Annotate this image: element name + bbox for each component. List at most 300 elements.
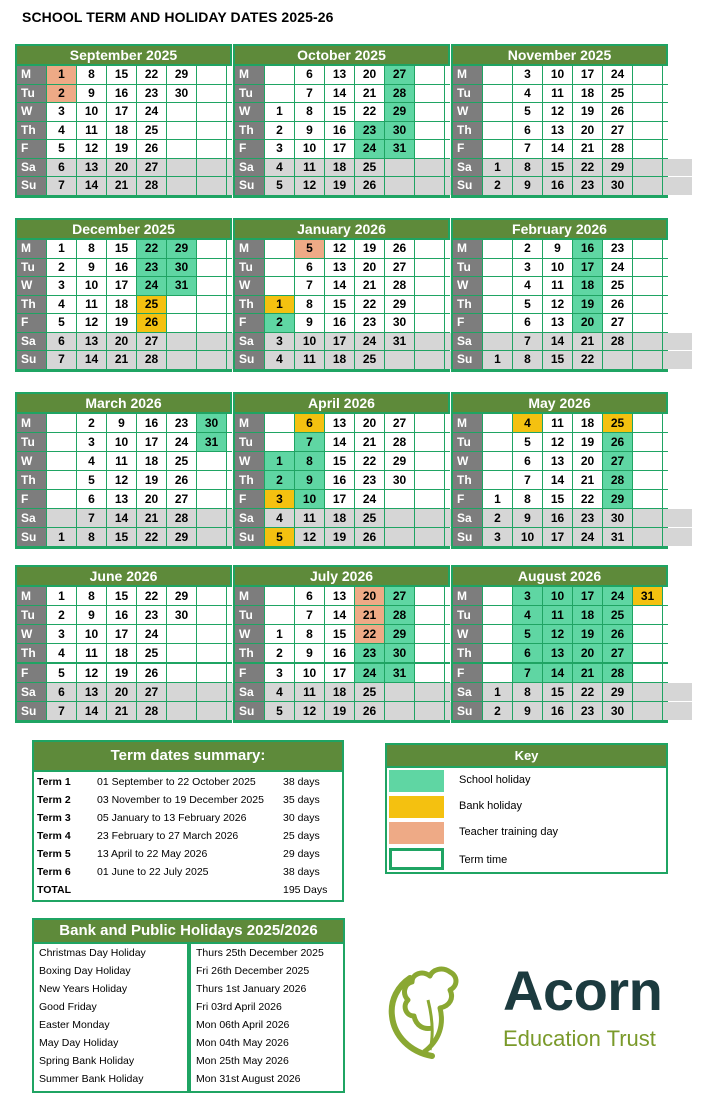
- date-cell: 14: [325, 277, 354, 295]
- month-title: September 2025: [17, 46, 230, 64]
- day-label: W: [235, 625, 264, 643]
- empty-cell: [483, 625, 512, 643]
- empty-cell: [633, 351, 662, 369]
- day-label: M: [453, 66, 482, 84]
- day-label: W: [17, 452, 46, 470]
- empty-cell: [415, 528, 444, 546]
- date-cell: 21: [355, 433, 384, 451]
- holiday-dates-column: [191, 944, 343, 1091]
- term-days: 25 days: [283, 830, 320, 842]
- date-cell: 25: [355, 509, 384, 527]
- date-cell: 16: [325, 644, 354, 662]
- date-cell: 25: [355, 159, 384, 177]
- empty-cell: [167, 333, 196, 351]
- date-cell: 5: [513, 103, 542, 121]
- date-cell: 11: [77, 296, 106, 314]
- date-cell: 1: [265, 625, 294, 643]
- date-cell: 11: [543, 606, 572, 624]
- empty-cell: [663, 122, 692, 140]
- day-label: Tu: [235, 433, 264, 451]
- term-label: Term 6: [37, 866, 71, 878]
- month-title: February 2026: [453, 220, 666, 238]
- date-cell: 30: [603, 509, 632, 527]
- date-cell: 8: [513, 683, 542, 701]
- date-cell: 18: [107, 296, 136, 314]
- empty-cell: [197, 606, 226, 624]
- date-cell: 3: [47, 103, 76, 121]
- empty-cell: [415, 664, 444, 682]
- date-cell: 7: [295, 277, 324, 295]
- day-label: F: [235, 664, 264, 682]
- date-cell: 27: [603, 122, 632, 140]
- date-cell: 18: [325, 509, 354, 527]
- date-cell: 6: [513, 452, 542, 470]
- date-cell: 13: [543, 644, 572, 662]
- date-cell: 25: [167, 452, 196, 470]
- empty-cell: [633, 159, 662, 177]
- empty-cell: [385, 490, 414, 508]
- date-cell: 26: [603, 625, 632, 643]
- date-cell: 22: [137, 587, 166, 605]
- date-cell: 4: [47, 644, 76, 662]
- day-label: Th: [17, 471, 46, 489]
- empty-cell: [167, 140, 196, 158]
- date-cell: 9: [513, 702, 542, 720]
- date-cell: 28: [385, 85, 414, 103]
- date-cell: 29: [167, 66, 196, 84]
- date-cell: 19: [107, 664, 136, 682]
- date-cell: 1: [483, 159, 512, 177]
- date-cell: 10: [77, 625, 106, 643]
- empty-cell: [633, 625, 662, 643]
- day-label: Su: [17, 702, 46, 720]
- date-cell: 22: [573, 490, 602, 508]
- date-cell: 14: [77, 177, 106, 195]
- day-label: Su: [453, 351, 482, 369]
- empty-cell: [663, 471, 692, 489]
- day-label: W: [235, 277, 264, 295]
- day-label: Sa: [17, 333, 46, 351]
- date-cell: 14: [77, 351, 106, 369]
- empty-cell: [385, 509, 414, 527]
- date-cell: 12: [77, 664, 106, 682]
- empty-cell: [663, 103, 692, 121]
- date-cell: 30: [385, 644, 414, 662]
- day-label: M: [17, 240, 46, 258]
- date-cell: 9: [543, 240, 572, 258]
- date-cell: 27: [385, 259, 414, 277]
- key-item: [389, 770, 666, 794]
- date-cell: 25: [137, 644, 166, 662]
- date-cell: 10: [295, 664, 324, 682]
- empty-cell: [415, 433, 444, 451]
- month-title: July 2026: [235, 567, 448, 585]
- date-cell: 15: [543, 683, 572, 701]
- day-label: F: [235, 314, 264, 332]
- date-cell: 23: [355, 314, 384, 332]
- date-cell: 3: [513, 259, 542, 277]
- empty-cell: [633, 240, 662, 258]
- date-cell: 18: [325, 351, 354, 369]
- date-cell: 12: [543, 103, 572, 121]
- day-label: Th: [453, 644, 482, 662]
- date-cell: 7: [47, 177, 76, 195]
- date-cell: 17: [325, 490, 354, 508]
- date-cell: 25: [603, 606, 632, 624]
- date-cell: 5: [295, 240, 324, 258]
- date-cell: 22: [355, 625, 384, 643]
- date-cell: 11: [543, 414, 572, 432]
- date-cell: 31: [633, 587, 662, 605]
- month-november-2025: [451, 44, 668, 198]
- date-cell: 24: [355, 333, 384, 351]
- date-cell: 21: [107, 351, 136, 369]
- date-cell: 7: [295, 606, 324, 624]
- empty-cell: [385, 702, 414, 720]
- empty-cell: [197, 351, 226, 369]
- empty-cell: [167, 103, 196, 121]
- term-summary-body: [34, 772, 342, 900]
- date-cell: 16: [325, 471, 354, 489]
- day-label: Th: [17, 122, 46, 140]
- empty-cell: [415, 66, 444, 84]
- date-cell: 4: [265, 159, 294, 177]
- date-cell: 26: [355, 177, 384, 195]
- date-cell: 25: [137, 122, 166, 140]
- empty-cell: [483, 414, 512, 432]
- empty-cell: [47, 414, 76, 432]
- empty-cell: [483, 140, 512, 158]
- date-cell: 28: [167, 509, 196, 527]
- day-label: Su: [17, 177, 46, 195]
- date-cell: 31: [197, 433, 226, 451]
- month-march-2026: [15, 392, 232, 549]
- date-cell: 10: [77, 103, 106, 121]
- date-cell: 26: [137, 664, 166, 682]
- date-cell: 5: [47, 140, 76, 158]
- empty-cell: [483, 471, 512, 489]
- empty-cell: [633, 509, 662, 527]
- empty-cell: [663, 296, 692, 314]
- key-item: [389, 796, 666, 820]
- empty-cell: [167, 122, 196, 140]
- date-cell: 11: [543, 277, 572, 295]
- empty-cell: [197, 625, 226, 643]
- day-label: Tu: [17, 85, 46, 103]
- day-label: W: [453, 625, 482, 643]
- school-holiday-swatch: [389, 770, 444, 792]
- date-cell: 21: [355, 606, 384, 624]
- empty-cell: [47, 433, 76, 451]
- date-cell: 11: [295, 683, 324, 701]
- empty-cell: [47, 509, 76, 527]
- acorn-logo: [380, 960, 700, 1070]
- date-cell: 16: [325, 314, 354, 332]
- day-label: Tu: [17, 606, 46, 624]
- empty-cell: [663, 433, 692, 451]
- date-cell: 1: [265, 103, 294, 121]
- date-cell: 1: [47, 66, 76, 84]
- date-cell: 23: [603, 240, 632, 258]
- empty-cell: [483, 314, 512, 332]
- term-summary-panel: [32, 740, 344, 902]
- date-cell: 28: [385, 433, 414, 451]
- date-cell: 24: [603, 587, 632, 605]
- date-cell: 24: [603, 259, 632, 277]
- day-label: Tu: [453, 259, 482, 277]
- date-cell: 4: [513, 277, 542, 295]
- empty-cell: [663, 490, 692, 508]
- empty-cell: [265, 240, 294, 258]
- day-label: M: [235, 414, 264, 432]
- date-cell: 10: [295, 140, 324, 158]
- date-cell: 9: [77, 606, 106, 624]
- date-cell: 10: [107, 433, 136, 451]
- date-cell: 15: [107, 587, 136, 605]
- day-label: W: [453, 277, 482, 295]
- date-cell: 18: [325, 159, 354, 177]
- date-cell: 22: [573, 683, 602, 701]
- holiday-names-column: [34, 944, 187, 1091]
- empty-cell: [633, 644, 662, 662]
- date-cell: 2: [265, 471, 294, 489]
- date-cell: 28: [137, 177, 166, 195]
- month-title: April 2026: [235, 394, 448, 412]
- empty-cell: [415, 103, 444, 121]
- date-cell: 28: [137, 702, 166, 720]
- month-title: March 2026: [17, 394, 230, 412]
- month-title: May 2026: [453, 394, 666, 412]
- date-cell: 10: [543, 259, 572, 277]
- date-cell: 8: [77, 528, 106, 546]
- holiday-name: New Years Holiday: [39, 983, 128, 995]
- month-title: October 2025: [235, 46, 448, 64]
- empty-cell: [663, 587, 692, 605]
- date-cell: 10: [513, 528, 542, 546]
- empty-cell: [385, 351, 414, 369]
- date-cell: 30: [385, 122, 414, 140]
- date-cell: 14: [325, 433, 354, 451]
- empty-cell: [633, 528, 662, 546]
- oak-leaf-icon: [380, 960, 492, 1068]
- date-cell: 3: [513, 587, 542, 605]
- date-cell: 14: [543, 140, 572, 158]
- empty-cell: [663, 644, 692, 662]
- term-time-swatch: [389, 848, 444, 870]
- date-cell: 23: [355, 471, 384, 489]
- day-label: F: [453, 490, 482, 508]
- empty-cell: [633, 433, 662, 451]
- empty-cell: [47, 452, 76, 470]
- date-cell: 29: [167, 587, 196, 605]
- date-cell: 2: [265, 314, 294, 332]
- empty-cell: [483, 122, 512, 140]
- date-cell: 12: [107, 471, 136, 489]
- date-cell: 18: [573, 85, 602, 103]
- empty-cell: [167, 683, 196, 701]
- date-cell: 27: [603, 644, 632, 662]
- day-label: F: [453, 314, 482, 332]
- day-label: Sa: [453, 683, 482, 701]
- empty-cell: [633, 259, 662, 277]
- month-july-2026: [233, 565, 450, 723]
- date-cell: 26: [137, 314, 166, 332]
- date-cell: 24: [603, 66, 632, 84]
- empty-cell: [633, 277, 662, 295]
- date-cell: 17: [107, 625, 136, 643]
- empty-cell: [197, 490, 226, 508]
- date-cell: 14: [107, 509, 136, 527]
- empty-cell: [415, 140, 444, 158]
- date-cell: 12: [543, 433, 572, 451]
- bank-holidays-panel: [32, 918, 345, 1093]
- date-cell: 7: [513, 140, 542, 158]
- date-cell: 30: [197, 414, 226, 432]
- empty-cell: [167, 644, 196, 662]
- term-days: 30 days: [283, 812, 320, 824]
- date-cell: 15: [325, 625, 354, 643]
- date-cell: 21: [137, 509, 166, 527]
- day-label: Su: [235, 528, 264, 546]
- empty-cell: [415, 644, 444, 662]
- date-cell: 2: [47, 85, 76, 103]
- date-cell: 5: [265, 528, 294, 546]
- date-cell: 11: [295, 159, 324, 177]
- term-label: Term 5: [37, 848, 71, 860]
- date-cell: 30: [167, 259, 196, 277]
- empty-cell: [415, 177, 444, 195]
- date-cell: 19: [137, 471, 166, 489]
- date-cell: 27: [137, 333, 166, 351]
- date-cell: 4: [265, 683, 294, 701]
- date-cell: 7: [295, 85, 324, 103]
- date-cell: 28: [603, 333, 632, 351]
- date-cell: 31: [167, 277, 196, 295]
- date-cell: 22: [137, 66, 166, 84]
- date-cell: 25: [603, 277, 632, 295]
- date-cell: 7: [513, 664, 542, 682]
- month-april-2026: [233, 392, 450, 549]
- term-range: 01 September to 22 October 2025: [97, 776, 256, 788]
- date-cell: 26: [137, 140, 166, 158]
- empty-cell: [483, 277, 512, 295]
- empty-cell: [415, 277, 444, 295]
- date-cell: 4: [265, 509, 294, 527]
- day-label: Sa: [453, 509, 482, 527]
- date-cell: 9: [295, 122, 324, 140]
- empty-cell: [167, 664, 196, 682]
- date-cell: 22: [137, 528, 166, 546]
- day-label: M: [17, 66, 46, 84]
- day-label: W: [17, 277, 46, 295]
- empty-cell: [633, 66, 662, 84]
- date-cell: 6: [513, 644, 542, 662]
- date-cell: 13: [77, 159, 106, 177]
- date-cell: 15: [543, 159, 572, 177]
- day-label: F: [17, 664, 46, 682]
- date-cell: 13: [543, 452, 572, 470]
- date-cell: 19: [573, 433, 602, 451]
- empty-cell: [483, 259, 512, 277]
- empty-cell: [663, 664, 692, 682]
- term-days: 29 days: [283, 848, 320, 860]
- empty-cell: [483, 296, 512, 314]
- term-label: Term 2: [37, 794, 71, 806]
- date-cell: 13: [325, 66, 354, 84]
- empty-cell: [167, 702, 196, 720]
- date-cell: 17: [573, 66, 602, 84]
- day-label: Tu: [17, 259, 46, 277]
- date-cell: 14: [325, 606, 354, 624]
- date-cell: 13: [77, 683, 106, 701]
- date-cell: 15: [325, 452, 354, 470]
- date-cell: 2: [265, 644, 294, 662]
- date-cell: 22: [573, 351, 602, 369]
- date-cell: 29: [385, 452, 414, 470]
- date-cell: 2: [483, 509, 512, 527]
- date-cell: 5: [77, 471, 106, 489]
- month-december-2025: [15, 218, 232, 372]
- day-label: Su: [235, 177, 264, 195]
- date-cell: 20: [573, 644, 602, 662]
- empty-cell: [265, 433, 294, 451]
- date-cell: 8: [295, 296, 324, 314]
- date-cell: 8: [295, 103, 324, 121]
- term-range: 23 February to 27 March 2026: [97, 830, 239, 842]
- date-cell: 25: [137, 296, 166, 314]
- empty-cell: [633, 471, 662, 489]
- day-label: Sa: [17, 159, 46, 177]
- logo-title: Acorn: [503, 959, 663, 1022]
- date-cell: 8: [513, 159, 542, 177]
- empty-cell: [415, 509, 444, 527]
- date-cell: 8: [77, 587, 106, 605]
- empty-cell: [663, 177, 692, 195]
- date-cell: 12: [325, 240, 354, 258]
- empty-cell: [663, 606, 692, 624]
- date-cell: 6: [513, 314, 542, 332]
- empty-cell: [167, 296, 196, 314]
- empty-cell: [483, 587, 512, 605]
- date-cell: 27: [385, 66, 414, 84]
- day-label: Sa: [453, 159, 482, 177]
- empty-cell: [197, 177, 226, 195]
- date-cell: 16: [137, 414, 166, 432]
- key-panel: [385, 743, 668, 874]
- date-cell: 22: [355, 296, 384, 314]
- date-cell: 10: [543, 587, 572, 605]
- month-june-2026: [15, 565, 232, 723]
- month-title: August 2026: [453, 567, 666, 585]
- date-cell: 16: [573, 240, 602, 258]
- empty-cell: [663, 509, 692, 527]
- day-label: Su: [453, 177, 482, 195]
- date-cell: 31: [385, 333, 414, 351]
- date-cell: 23: [355, 122, 384, 140]
- empty-cell: [663, 351, 692, 369]
- date-cell: 17: [325, 333, 354, 351]
- empty-cell: [663, 259, 692, 277]
- date-cell: 6: [295, 587, 324, 605]
- date-cell: 18: [107, 122, 136, 140]
- key-body: [387, 768, 666, 872]
- date-cell: 24: [355, 664, 384, 682]
- date-cell: 1: [47, 587, 76, 605]
- date-cell: 28: [603, 664, 632, 682]
- date-cell: 7: [47, 702, 76, 720]
- date-cell: 26: [603, 103, 632, 121]
- date-cell: 3: [265, 333, 294, 351]
